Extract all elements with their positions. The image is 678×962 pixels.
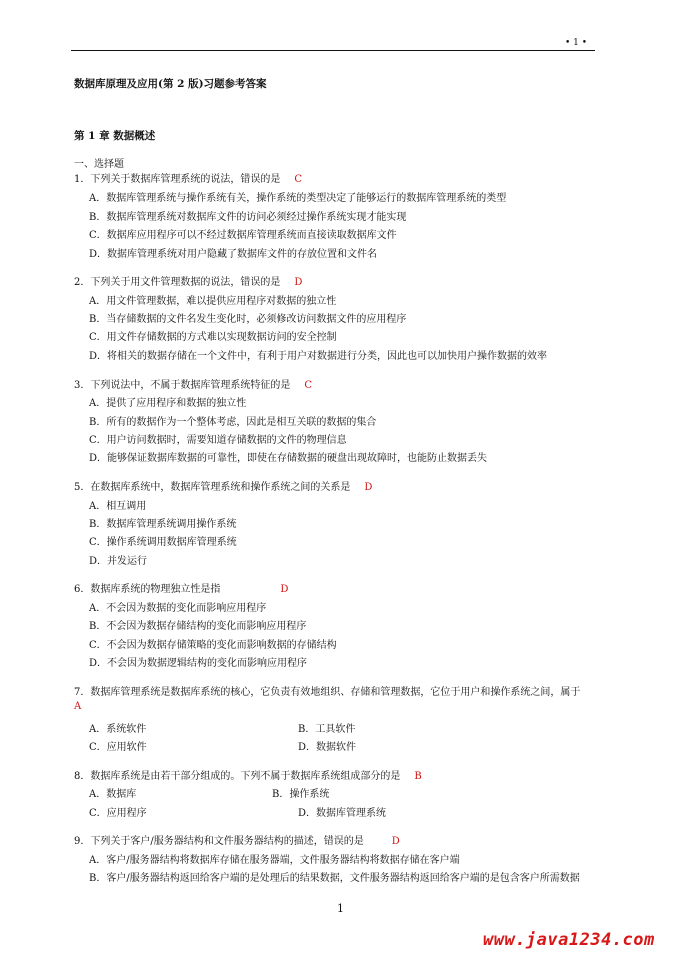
option-item: D．数据库管理系统对用户隐藏了数据库文件的存放位置和文件名 [89, 249, 378, 260]
option-item: A．不会因为数据的变化而影响应用程序 [89, 603, 267, 614]
option-item: B．数据库管理系统对数据库文件的访问必须经过操作系统实现才能实现 [89, 212, 407, 223]
option-item: B．当存储数据的文件名发生变化时，必须修改访问数据文件的应用程序 [89, 314, 407, 325]
question-stem: 1．下列关于数据库管理系统的说法，错误的是 [74, 174, 281, 185]
question-stem: 8．数据库系统是由若干部分组成的。下列不属于数据库系统组成部分的是 [74, 771, 401, 782]
option-item: A．用文件管理数据，难以提供应用程序对数据的独立性 [89, 296, 337, 307]
question-8 [74, 767, 422, 782]
option-item: A．相互调用 [89, 501, 147, 512]
question-5 [74, 478, 372, 493]
question-stem: 3．下列说法中，不属于数据库管理系统特征的是 [74, 380, 291, 391]
option-item: B．所有的数据作为一个整体考虑，因此是相互关联的数据的集合 [89, 417, 377, 428]
option-item: D．数据库管理系统 [298, 808, 387, 819]
header-page-marker: • 1 • [565, 38, 588, 48]
option-item: C．数据库应用程序可以不经过数据库管理系统而直接读取数据库文件 [89, 230, 397, 241]
question-stem: 9．下列关于客户/服务器结构和文件服务器结构的描述，错误的是 [74, 836, 364, 847]
document-title: 数据库原理及应用(第 2 版)习题参考答案 [74, 78, 267, 90]
question-9 [74, 832, 400, 847]
answer-label: D [364, 482, 373, 493]
option-item: D．数据软件 [298, 742, 357, 753]
answer-label: B [414, 771, 422, 782]
question-3 [74, 376, 312, 391]
option-item: A．系统软件 [89, 724, 147, 735]
question-stem: 5．在数据库系统中，数据库管理系统和操作系统之间的关系是 [74, 482, 351, 493]
section-heading: 一、选择题 [74, 159, 124, 170]
option-item: B．客户/服务器结构返回给客户端的是处理后的结果数据，文件服务器结构返回给客户端的是包含客户所需数据 [89, 873, 580, 884]
option-item: B．不会因为数据存储结构的变化而影响应用程序 [89, 621, 307, 632]
question-stem: 2．下列关于用文件管理数据的说法，错误的是 [74, 277, 281, 288]
option-item: C．应用程序 [89, 808, 147, 819]
option-item: A．数据库 [89, 789, 137, 800]
option-item: C．应用软件 [89, 742, 147, 753]
option-item: C．操作系统调用数据库管理系统 [89, 537, 237, 548]
watermark-text: www.java1234.com [483, 930, 655, 950]
question-stem: 7．数据库管理系统是数据库系统的核心，它负责有效地组织、存储和管理数据，它位于用户和操作系统之间，属于 [74, 687, 581, 698]
answer-label: C [294, 174, 303, 185]
option-item: B．数据库管理系统调用操作系统 [89, 519, 237, 530]
answer-label: D [280, 584, 289, 595]
option-item: A．数据库管理系统与操作系统有关，操作系统的类型决定了能够运行的数据库管理系统的类型 [89, 193, 507, 204]
option-item: A．客户/服务器结构将数据库存储在服务器端，文件服务器结构将数据存储在客户端 [89, 855, 460, 866]
option-item: D．不会因为数据逻辑结构的变化而影响应用程序 [89, 658, 308, 669]
option-item: C．用文件存储数据的方式难以实现数据访问的安全控制 [89, 332, 337, 343]
question-2 [74, 273, 302, 288]
option-item: C．不会因为数据存储策略的变化而影响数据的存储结构 [89, 640, 337, 651]
option-item: C．用户访问数据时，需要知道存储数据的文件的物理信息 [89, 435, 347, 446]
answer-label: A [74, 701, 82, 712]
answer-label: D [294, 277, 303, 288]
header-rule [71, 50, 595, 51]
option-item: B．工具软件 [298, 724, 356, 735]
answer-label: D [391, 836, 400, 847]
question-6 [74, 580, 288, 595]
question-7 [74, 683, 580, 698]
question-stem: 6．数据库系统的物理独立性是指 [74, 584, 221, 595]
option-item: A．提供了应用程序和数据的独立性 [89, 398, 247, 409]
question-1 [74, 170, 302, 185]
option-item: B．操作系统 [272, 789, 330, 800]
chapter-heading: 第 1 章 数据概述 [74, 130, 156, 142]
option-item: D．将相关的数据存储在一个文件中，有利于用户对数据进行分类，因此也可以加快用户操作数据的效率 [89, 351, 548, 362]
answer-label: C [304, 380, 313, 391]
option-item: D．并发运行 [89, 556, 148, 567]
page-number: 1 [337, 902, 344, 915]
option-item: D．能够保证数据库数据的可靠性，即使在存储数据的硬盘出现故障时，也能防止数据丢失 [89, 453, 488, 464]
